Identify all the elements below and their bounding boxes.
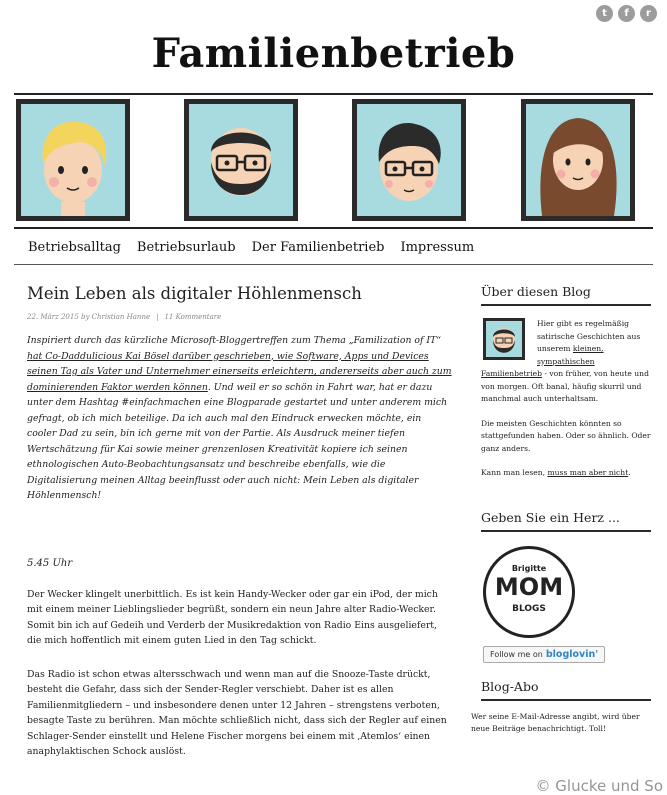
about-text-2: - von früher, von heute und von morgen. Oft banal, häufig skurril und manchmal auch unterhaltsam. bbox=[481, 369, 649, 403]
rss-icon[interactable]: r bbox=[640, 5, 657, 22]
portrait-boy-glasses bbox=[352, 99, 466, 221]
post-title[interactable]: Mein Leben als digitaler Höhlenmensch bbox=[27, 284, 362, 303]
portrait-woman-brown-hair bbox=[521, 99, 635, 221]
portrait-bearded-man bbox=[184, 99, 298, 221]
portrait-child-blonde bbox=[16, 99, 130, 221]
author-avatar-illustration bbox=[486, 321, 522, 357]
meta-separator: | bbox=[156, 313, 159, 321]
sidebar bbox=[471, 284, 651, 736]
header-illustration bbox=[14, 93, 653, 229]
badge-brigitte: Brigitte bbox=[511, 563, 547, 573]
post-date-author[interactable]: 22. März 2015 by Christian Hanne bbox=[27, 313, 151, 321]
section-time: 5.45 Uhr bbox=[27, 557, 73, 569]
about-link[interactable]: kleinen, sympathischen Familienbetrieb bbox=[481, 344, 604, 378]
heart-widget-title: Geben Sie ein Herz ... bbox=[481, 510, 651, 532]
badge-blogs: BLOGS bbox=[512, 603, 546, 614]
post-paragraph-1: Der Wecker klingelt unerbittlich. Es ist kein Handy-Wecker oder gar ein iPod, der mich mit einem meiner Lieblingslieder begrüßt, sondern ein neun Jahre alter Radio-Wecker. Somit bin ich auf Gedeih und Verderb der Musikredaktion von Radio Eins ausgeliefert, die mich hoffentlich mit einem guten Lied in den Tag schickt. bbox=[27, 588, 438, 646]
bloglovin-follow-button[interactable] bbox=[483, 646, 605, 663]
brigitte-mom-blogs-badge[interactable] bbox=[483, 546, 575, 638]
intro-text-1: Inspiriert durch das kürzliche Microsoft-Bloggertreffen zum Thema „Familization of IT“ bbox=[27, 335, 442, 346]
nav-item-betriebsurlaub[interactable]: Betriebsurlaub bbox=[136, 240, 236, 255]
post-paragraph-2: Das Radio ist schon etwas altersschwach und wenn man auf die Snooze-Taste drückt, besteht die Gefahr, dass sich der Sender-Regler verschiebt. Daher ist es allen Familienmitgliedern – und insbesondere denen unter 12 Jahren – strengstens verboten, besagte Taste zu berühren. Man möchte schließlich nicht, dass sich der Regler auf einen Schlager-Sender einstellt und Helene Fischer morgens bei einem mit ‚Atemlos‘ einen anaphylaktischen Schock auslöst. bbox=[27, 668, 447, 757]
post-intro bbox=[27, 333, 452, 504]
about-text-p3 bbox=[481, 467, 651, 480]
post-meta bbox=[27, 313, 452, 321]
bloglovin-brand: bloglovin' bbox=[545, 648, 599, 660]
social-links bbox=[596, 5, 657, 22]
about-p3-text-1: Kann man lesen, bbox=[481, 468, 548, 477]
main-navigation bbox=[28, 240, 474, 255]
about-p3-link[interactable]: muss man aber nicht bbox=[547, 468, 629, 477]
about-p3-text-2: . bbox=[628, 468, 631, 477]
nav-item-impressum[interactable]: Impressum bbox=[400, 240, 475, 255]
about-text-p2: Die meisten Geschichten könnten so stattgefunden haben. Oder so ähnlich. Oder ganz anders. bbox=[481, 418, 651, 453]
bearded-man-illustration bbox=[189, 104, 293, 216]
watermark: © Glucke und So bbox=[535, 777, 663, 795]
abo-text: Wer seine E-Mail-Adresse angibt, wird über neue Beiträge benachrichtigt. Toll! bbox=[471, 711, 640, 733]
nav-divider bbox=[14, 264, 653, 265]
nav-item-betriebsalltag[interactable]: Betriebsalltag bbox=[28, 240, 121, 255]
post-comments-link[interactable]: 11 Kommentare bbox=[164, 313, 222, 321]
facebook-icon[interactable]: f bbox=[618, 5, 635, 22]
abo-widget-title: Blog-Abo bbox=[481, 679, 651, 701]
about-widget bbox=[481, 318, 651, 480]
intro-link[interactable]: hat Co-Daddulicious Kai Bösel darüber geschrieben, wie Software, Apps und Devices seinen Tag als Vater und Unternehmer einerseits erleichtern, andererseits aber auch zum dominierenden Faktor werden können bbox=[27, 350, 452, 393]
bloglovin-prefix: Follow me on bbox=[490, 649, 543, 659]
nav-item-familienbetrieb[interactable]: Der Familienbetrieb bbox=[251, 240, 385, 255]
boy-glasses-illustration bbox=[357, 104, 461, 216]
about-text-1: Hier gibt es regelmäßig satirische Geschichten aus unserem bbox=[537, 319, 641, 353]
post-article bbox=[27, 284, 452, 760]
author-avatar bbox=[483, 318, 525, 360]
badge-mom: MOM bbox=[494, 572, 564, 601]
child-blonde-illustration bbox=[21, 104, 125, 216]
intro-text-2: . Und weil er so schön in Fahrt war, hat er dazu unter dem Hashtag #einfachmachen eine Blogparade gestartet und unter anderem mich gefragt, ob ich mich beteilige. Da ich auch mal den Eindruck erwecken möchte, ein cooler Dad zu sein, bin ich gerne mit von der Partie. Als Ausdruck meiner tiefen Wertschätzung für Kai sowie meiner grenzenlosen Kreativität kopiere ich seinen ethnologischen Auto-Beobachtungsansatz und beschreibe ebenfalls, wie die Digitalisierung meinen Alltag beeinflusst oder auch nicht: Mein Leben als digitaler Höhlenmensch! bbox=[27, 381, 448, 501]
woman-illustration bbox=[526, 104, 630, 216]
about-widget-title: Über diesen Blog bbox=[481, 284, 651, 306]
twitter-icon[interactable]: t bbox=[596, 5, 613, 22]
site-title[interactable]: Familienbetrieb bbox=[151, 30, 516, 77]
